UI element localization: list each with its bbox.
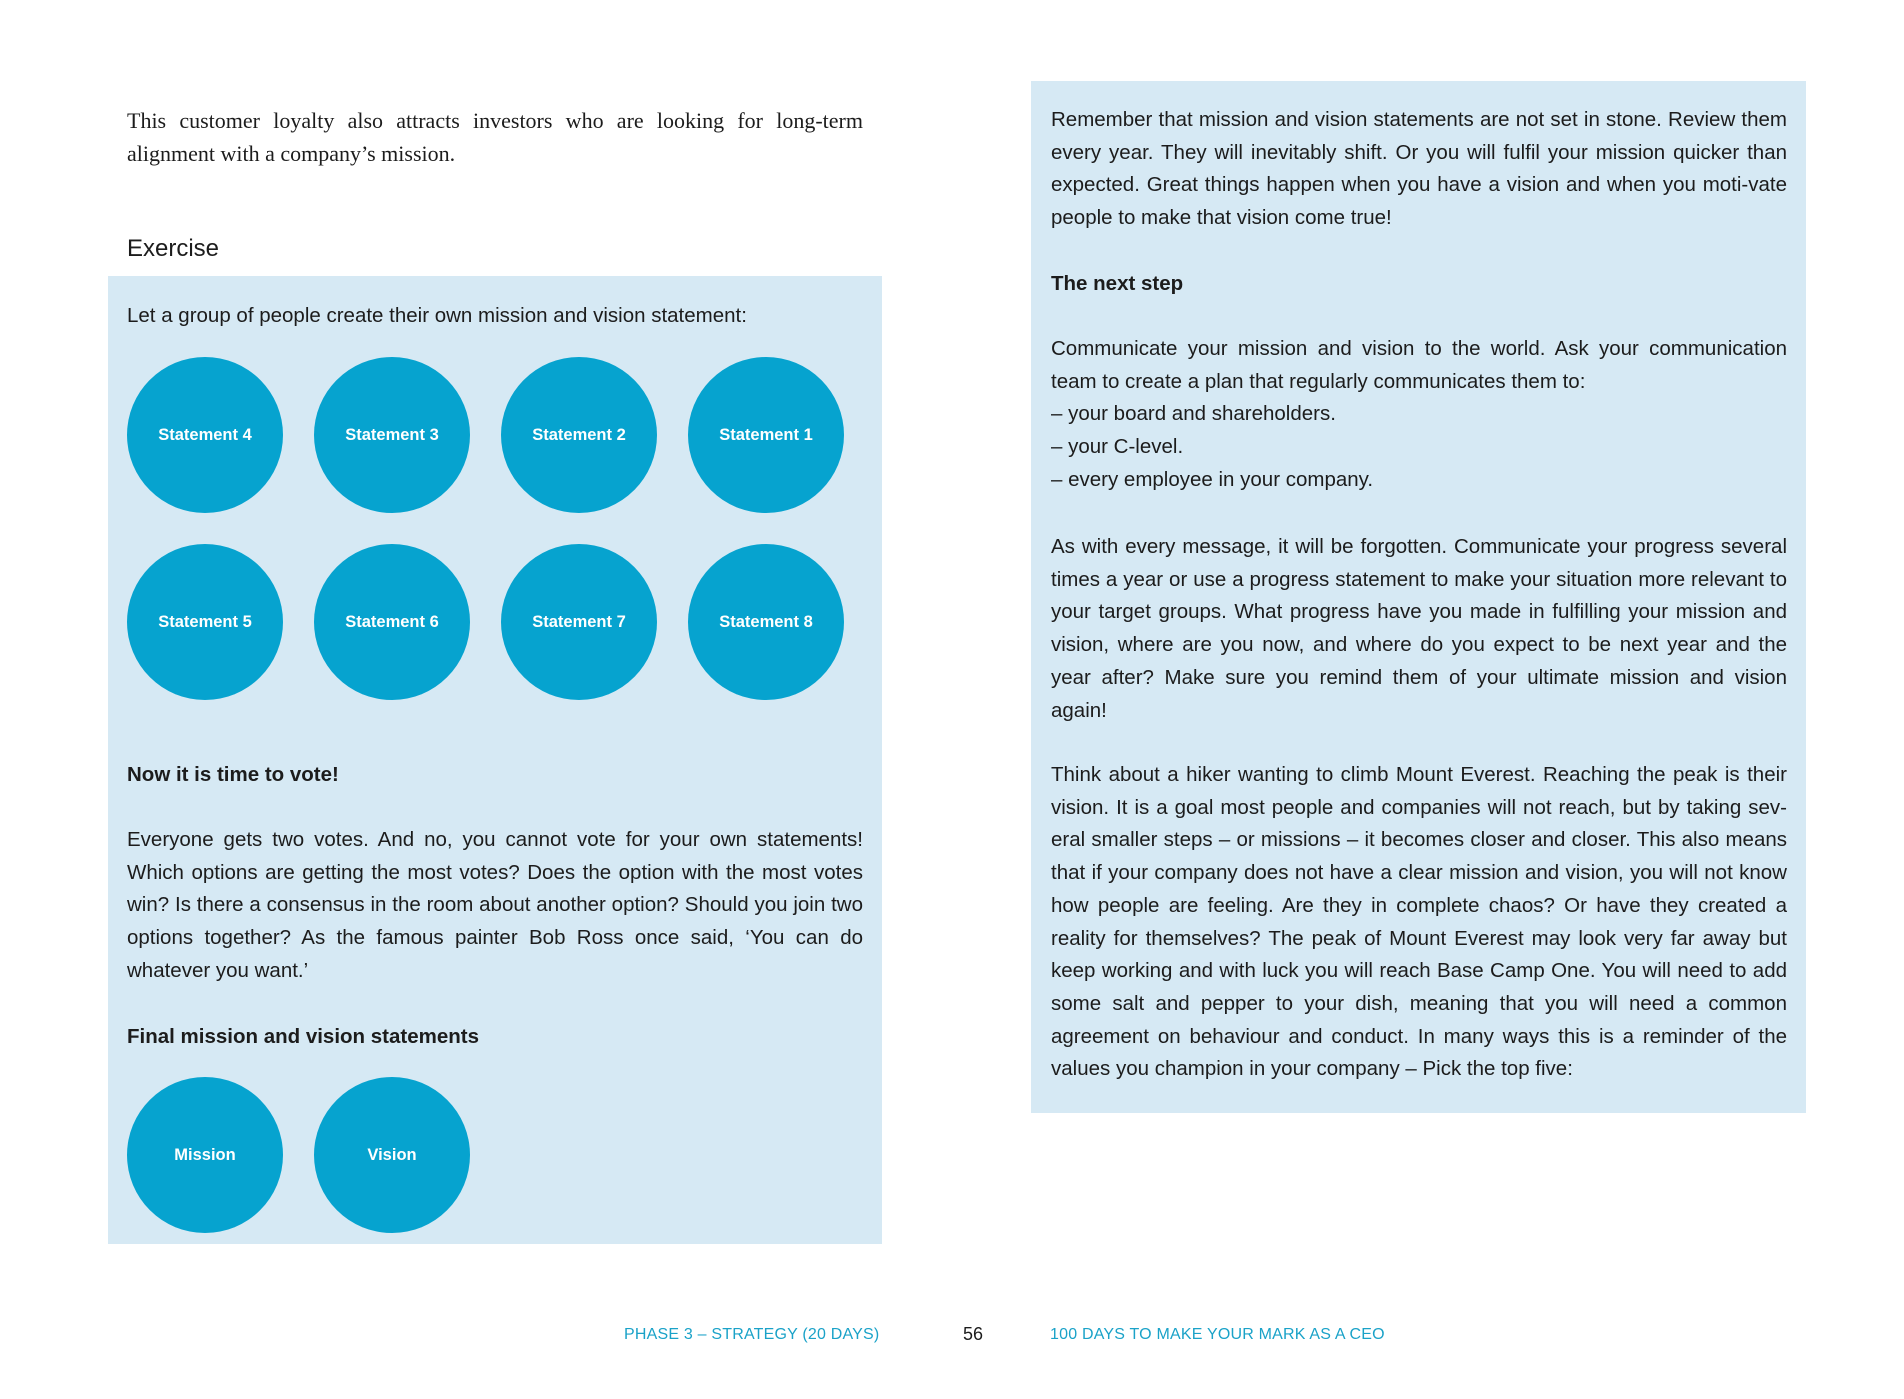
statement-circle: Statement 1: [688, 357, 844, 513]
statement-circle: Statement 7: [501, 544, 657, 700]
statement-circle: Statement 2: [501, 357, 657, 513]
final-statements-heading: Final mission and vision statements: [127, 1025, 480, 1048]
intro-paragraph: This customer loyalty also attracts investors who are looking for long-term alignment with a company’s mission.: [127, 108, 863, 166]
statement-circle: Statement 5: [127, 544, 283, 700]
list-item: – every employee in your company.: [1051, 467, 1374, 491]
footer-book-title: 100 DAYS TO MAKE YOUR MARK AS A CEO: [1050, 1326, 1385, 1343]
statement-circle: Statement 3: [314, 357, 470, 513]
progress-paragraph: As with every message, it will be forgotten. Communicate your progress several times a year or use a progress statement to make your situation more relevant to your target groups. What progress have you made in fulfilling your mission and vision, where are you now, and where do you expect to be next year and the year after? Make sure you remind them of your ultimate mission and vision again!: [1051, 535, 1787, 722]
vote-heading: Now it is time to vote!: [127, 763, 339, 786]
statement-circle: Statement 4: [127, 357, 283, 513]
vote-paragraph: Everyone gets two votes. And no, you cannot vote for your own statements! Which options are getting the most votes? Does the option with the most votes win? Is there a consensus in the room about another option? Should you join two options together? As the famous painter Bob Ross once said, ‘You can do whatever you want.’: [127, 828, 863, 982]
exercise-instruction: Let a group of people create their own mission and vision statement:: [127, 304, 747, 327]
list-item: – your board and shareholders.: [1051, 402, 1336, 426]
list-item: – your C-level.: [1051, 435, 1184, 459]
footer-section-label: PHASE 3 – STRATEGY (20 DAYS): [624, 1326, 880, 1343]
review-paragraph: Remember that mission and vision statements are not set in stone. Review them every year. They will inevitably shift. Or you will fulfil your mission quicker than expected. Great things happen when you have a vision and when you moti-vate people to make that vision come true!: [1051, 108, 1787, 230]
communicate-paragraph: Communicate your mission and vision to the world. Ask your communication team to create a plan that regularly communicates them to:: [1051, 337, 1787, 393]
everest-paragraph: Think about a hiker wanting to climb Mount Everest. Reaching the peak is their vision. It is a goal most people and companies will not reach, but by taking sev-eral smaller steps – or missions – it becomes closer and closer. This also means that if your company does not have a clear mission and vision, you will not know how people are feeling. Are they in complete chaos? Or have they created a reality for themselves? The peak of Mount Everest may look very far away but keep working and with luck you will reach Base Camp One. You will need to add some salt and pepper to your dish, meaning that you will need a common agreement on behaviour and conduct. In many ways this is a reminder of the values you champion in your company – Pick the top five:: [1051, 763, 1787, 1081]
statement-circle: Statement 6: [314, 544, 470, 700]
exercise-heading: Exercise: [127, 235, 220, 262]
communicate-section: [1051, 333, 1787, 497]
next-step-heading: The next step: [1051, 272, 1184, 295]
vision-circle: Vision: [314, 1077, 470, 1233]
statement-circle: Statement 8: [688, 544, 844, 700]
page-number: 56: [963, 1324, 984, 1344]
mission-circle: Mission: [127, 1077, 283, 1233]
